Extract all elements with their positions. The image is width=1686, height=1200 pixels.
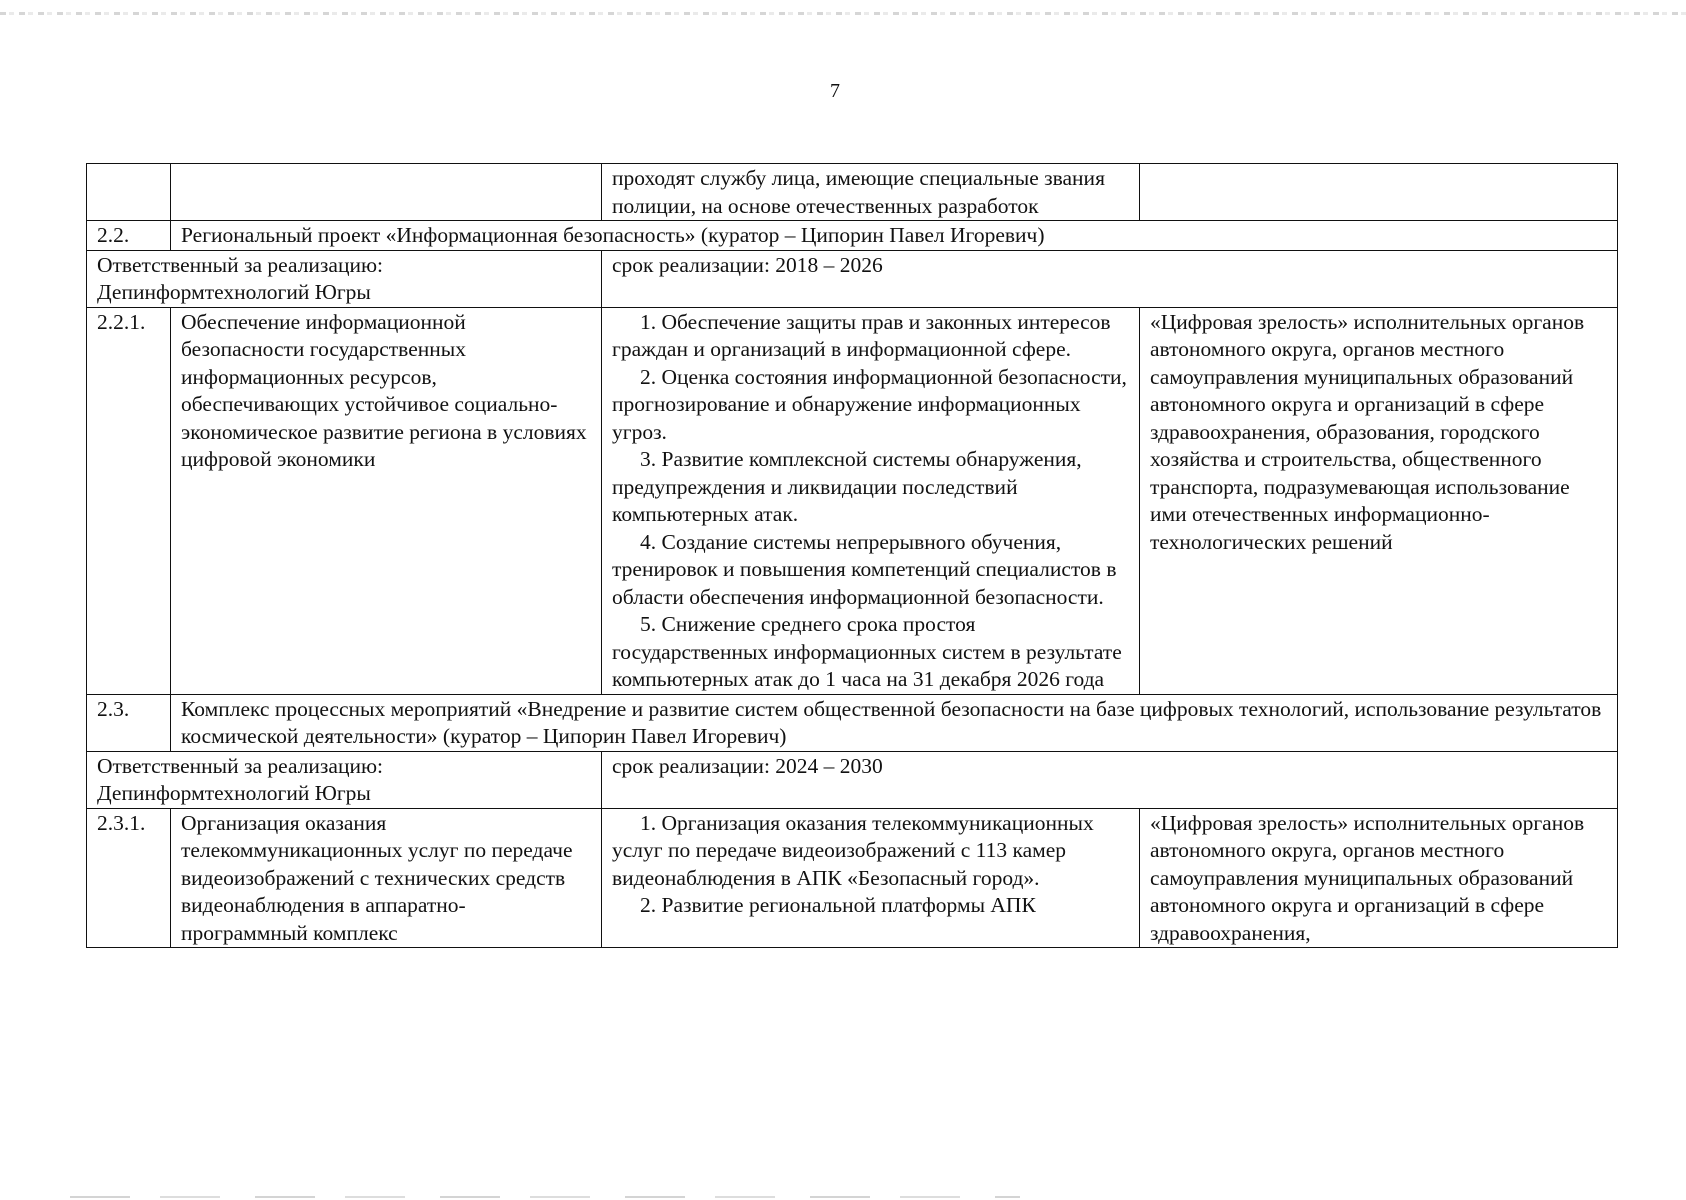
section-number: 2.2. [87,221,171,251]
table-row-responsible-2-2 [87,250,1618,307]
result-item: 1. Организация оказания телекоммуникационных услуг по передаче видеоизображений с 113 камер видеонаблюдения в АПК «Безопасный город». [612,810,1094,890]
program-table [86,163,1618,948]
result-item: 2. Развитие региональной платформы АПК [640,893,1036,917]
cell-result-continuation [602,164,1140,221]
table-row-continuation [87,164,1618,221]
result-item: 1. Обеспечение защиты прав и законных интересов граждан и организаций в информационной сфере. [612,309,1111,361]
result-item: 3. Развитие комплексной системы обнаружения, предупреждения и ликвидации последствий компьютерных атак. [612,447,1082,526]
section-number: 2.3. [87,694,171,751]
table-row-section-2-2 [87,221,1618,251]
task-cell: Организация оказания телекоммуникационных услуг по передаче видеоизображений с технических средств видеонаблюдения в аппаратно-программный комплекс [171,808,602,948]
table-row-2-3-1 [87,808,1618,948]
responsible-cell: Ответственный за реализацию: Депинформтехнологий Югры [87,751,602,808]
result-item: 4. Создание системы непрерывного обучения, тренировок и повышения компетенций специалистов в области обеспечения информационной безопасности. [612,529,1117,609]
page-number: 7 [830,80,840,102]
table-row-2-2-1 [87,307,1618,694]
scan-edge-top [0,12,1686,15]
result-item: 5. Снижение среднего срока простоя государственных информационных систем в результате компьютерных атак до 1 часа на 31 декабря 2026 года [612,612,1122,691]
period-cell: срок реализации: 2018 – 2026 [602,250,1618,307]
results-cell [602,307,1140,694]
goal-cell: «Цифровая зрелость» исполнительных органов автономного округа, органов местного самоуправления муниципальных образований автономного округа и организаций в сфере здравоохранения, [1140,808,1618,948]
goal-cell: «Цифровая зрелость» исполнительных органов автономного округа, органов местного самоуправления муниципальных образований автономного округа и организаций в сфере здравоохранения, образования, городского хозяйства и строительства, общественного транспорта, подразумевающая использование ими отечественных информационно-технологических решений [1140,307,1618,694]
results-cell [602,808,1140,948]
result-text: проходят службу лица, имеющие специальные звания полиции, на основе отечественных разработок [612,166,1105,218]
section-title: Региональный проект «Информационная безопасность» (куратор – Ципорин Павел Игоревич) [171,221,1618,251]
result-item: 2. Оценка состояния информационной безопасности, прогнозирование и обнаружение информационных угроз. [612,364,1127,444]
cell-goal-empty [1140,164,1618,221]
cell-num-empty [87,164,171,221]
section-title: Комплекс процессных мероприятий «Внедрение и развитие систем общественной безопасности на базе цифровых технологий, использование результатов космической деятельности» (куратор – Ципорин Павел Игоревич) [171,694,1618,751]
task-cell: Обеспечение информационной безопасности государственных информационных ресурсов, обеспечивающих устойчивое социально-экономическое развитие региона в условиях цифровой экономики [171,307,602,694]
scan-edge-bottom [70,1196,1020,1198]
cell-task-empty [171,164,602,221]
table-row-responsible-2-3 [87,751,1618,808]
period-cell: срок реализации: 2024 – 2030 [602,751,1618,808]
task-number: 2.2.1. [87,307,171,694]
responsible-cell: Ответственный за реализацию: Депинформтехнологий Югры [87,250,602,307]
table-row-section-2-3 [87,694,1618,751]
task-number: 2.3.1. [87,808,171,948]
